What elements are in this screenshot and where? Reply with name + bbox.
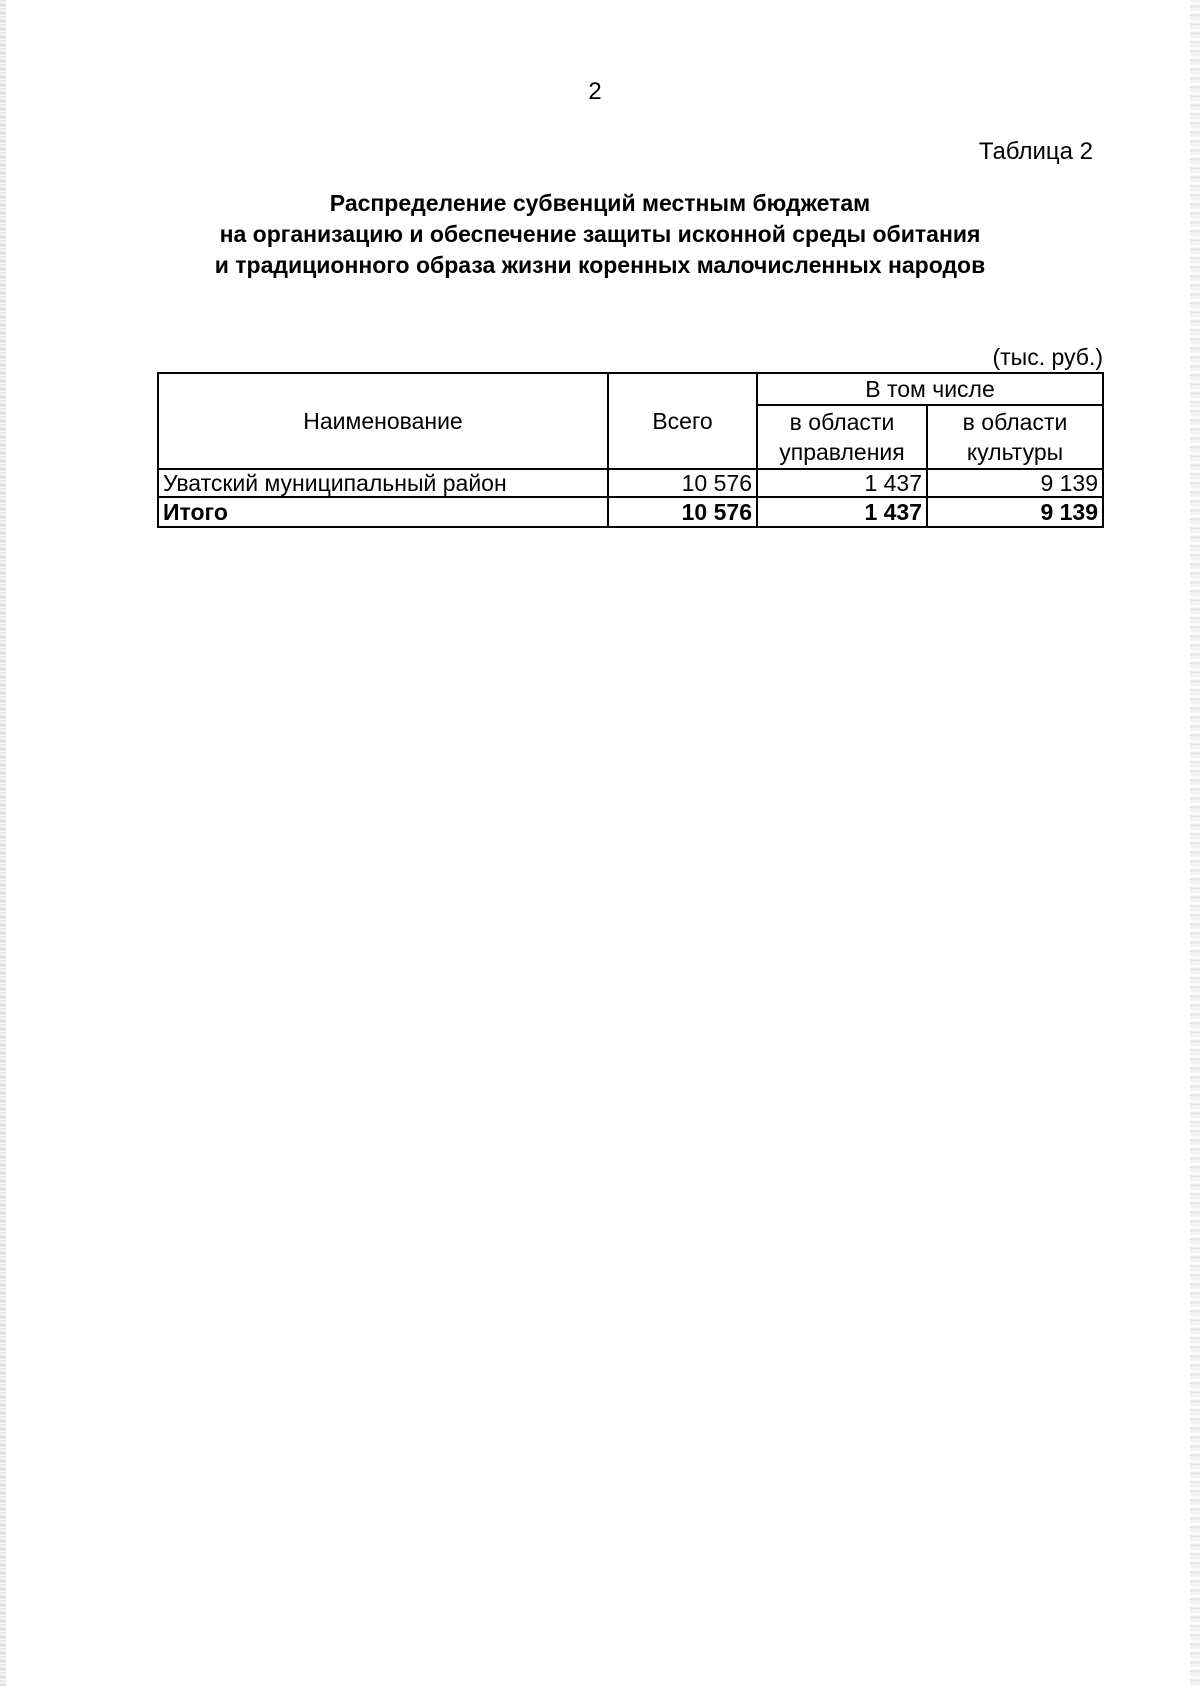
totals-culture: 9 139 xyxy=(927,497,1103,527)
header-management-line-2: управления xyxy=(779,439,905,465)
row-name: Уватский муниципальный район xyxy=(158,469,608,497)
title-line-3: и традиционного образа жизни коренных малочисленных народов xyxy=(214,252,986,278)
title-line-2: на организацию и обеспечение защиты исконной среды обитания xyxy=(219,221,981,247)
document-title xyxy=(160,188,1040,281)
header-management xyxy=(757,405,927,469)
header-name: Наименование xyxy=(158,373,608,469)
header-culture-line-2: культуры xyxy=(966,439,1064,465)
header-including: В том числе xyxy=(757,373,1103,405)
header-management-line-1: в области xyxy=(789,409,895,435)
row-management: 1 437 xyxy=(757,469,927,497)
scan-edge-right xyxy=(1190,0,1200,1686)
totals-name: Итого xyxy=(158,497,608,527)
table-totals-row xyxy=(158,497,1103,527)
subsidy-table xyxy=(157,372,1104,528)
row-total: 10 576 xyxy=(608,469,757,497)
header-culture xyxy=(927,405,1103,469)
header-culture-line-1: в области xyxy=(962,409,1068,435)
totals-total: 10 576 xyxy=(608,497,757,527)
totals-management: 1 437 xyxy=(757,497,927,527)
page-number: 2 xyxy=(588,78,602,105)
table-label: Таблица 2 xyxy=(978,138,1093,165)
scan-edge-left xyxy=(0,0,6,1686)
header-total: Всего xyxy=(608,373,757,469)
table-row xyxy=(158,469,1103,497)
title-line-1: Распределение субвенций местным бюджетам xyxy=(329,190,871,216)
units-label: (тыс. руб.) xyxy=(992,344,1103,370)
row-culture: 9 139 xyxy=(927,469,1103,497)
table-header-row-1 xyxy=(158,373,1103,405)
